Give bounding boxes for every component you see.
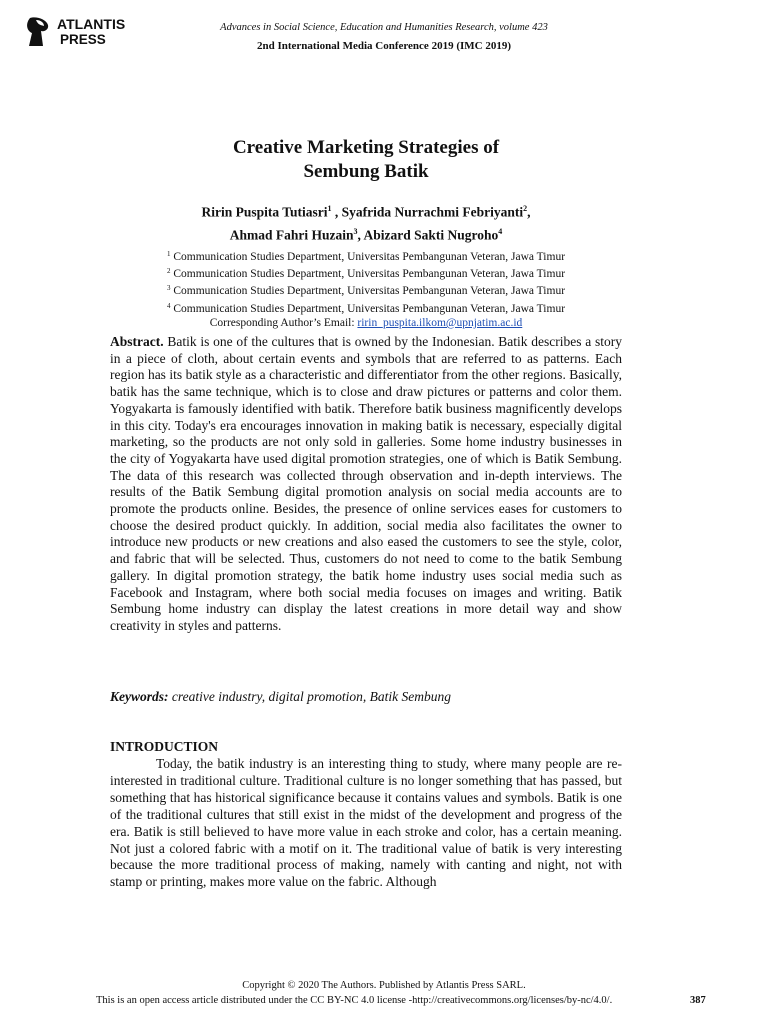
introduction-paragraph: Today, the batik industry is an interesting thing to study, where many people are re-interested in traditional culture. Traditional culture is no longer something that has passed, but something that has historical significance because it contains values and symbols. Batik is one of the traditional cultures that still exist in the midst of the development and progress of the era. Batik is still believed to have more value in each stroke and color, has a certain meaning. Not just a colored fabric with a motif on it. The traditional value of batik is very interesting because the more traditional process of making, namely with canting and night, not with stamp or printing, makes more value on the fabric. Although [110,756,622,890]
corresponding-author [0,316,732,330]
corresponding-email-link[interactable]: ririn_puspita.ilkom@upnjatim.ac.id [357,316,523,329]
paper-title [0,136,732,184]
author-separator: , [331,204,342,220]
journal-name: Advances in Social Science, Education and Humanities Research, volume 423 [220,22,548,33]
license-notice: This is an open access article distributed under the CC BY-NC 4.0 license -http://creativecommons.org/licenses/by-nc/4.0/. [96,995,613,1006]
keywords-label: Keywords: [110,689,169,704]
author-name: Syafrida Nurrachmi Febriyanti [341,204,524,220]
author-mark: 1 [327,204,332,213]
affiliation-item [0,247,732,264]
title-line-1: Creative Marketing Strategies of [232,137,500,158]
author-name: Abizard Sakti Nugroho [363,227,499,242]
author-mark: 3 [353,226,358,236]
copyright-notice: Copyright © 2020 The Authors. Published by Atlantis Press SARL. [242,980,526,991]
corresponding-label: Corresponding Author’s Email: [209,316,358,329]
conference-name: 2nd International Media Conference 2019 (IMC 2019) [257,40,511,52]
affiliation-text: Communication Studies Department, Universitas Pembangunan Veteran, Jawa Timur [173,251,566,263]
affiliation-text: Communication Studies Department, Universitas Pembangunan Veteran, Jawa Timur [173,302,566,315]
author-separator: , [527,204,531,220]
abstract-paragraph [110,334,622,635]
affiliation-mark: 1 [166,250,171,258]
logo-line-2: PRESS [60,32,106,47]
affiliation-mark: 3 [166,284,171,293]
affiliation-item [0,264,732,281]
author-name: Ahmad Fahri Huzain [229,227,354,242]
logo-line-1: ATLANTIS [57,16,126,32]
author-separator: , [357,227,364,242]
affiliation-item [0,281,732,298]
affiliation-item [0,299,732,316]
affiliation-text: Communication Studies Department, Universitas Pembangunan Veteran, Jawa Timur [173,285,566,298]
keywords-text: creative industry, digital promotion, Batik Sembung [168,689,451,704]
affiliation-text: Communication Studies Department, Universitas Pembangunan Veteran, Jawa Timur [173,268,566,281]
author-mark: 4 [498,226,503,236]
page-number: 387 [690,995,706,1006]
affiliation-mark: 2 [166,267,171,276]
abstract-text: Batik is one of the cultures that is owned by the Indonesian. Batik describes a story in a piece of cloth, about certain events and symbols that are referred to as patterns. Each region has its batik style as a characteristic and differentiator from the other regions. Basically, batik has the same technique, which is to close and draw pictures or patterns and color them. Yogyakarta is famously identified with batik. Therefore batik business magnificently develops in this city. Today's era encourages innovation in making batik is necessary, especially digital marketing, so the products are not only sold in galleries. Some home industry businesses in the city of Yogyakarta have used digital promotion strategies, one of which is Batik Sembung. The data of this research was collected through observation and in-depth interviews. The results of the Batik Sembung digital promotion analysis on social media accounts are to promote the products online. Besides, the presence of online services eases for customers to choose the desired product quickly. In addition, social media also facilitates the owner to introduce new products or new creations and also eased the customers to see the style, color, and fabric that will be selected. Thus, customers do not need to come to the batik Sembung gallery. In digital promotion strategy, the batik home industry uses social media such as Facebook and Instagram, where both social media focuses on images and writing. Batik Sembung home industry can display the latest creations in more detail way and show creativity in styles and patterns. [110,334,622,633]
affiliation-list [0,247,732,330]
section-heading-introduction: INTRODUCTION [110,739,219,754]
affiliation-mark: 4 [166,301,171,310]
keywords-line [110,688,622,705]
author-name: Ririn Puspita Tutiasri [201,204,328,220]
title-line-2: Sembung Batik [303,161,429,182]
abstract-label: Abstract. [110,334,164,349]
author-list [0,199,732,244]
author-mark: 2 [523,204,528,213]
